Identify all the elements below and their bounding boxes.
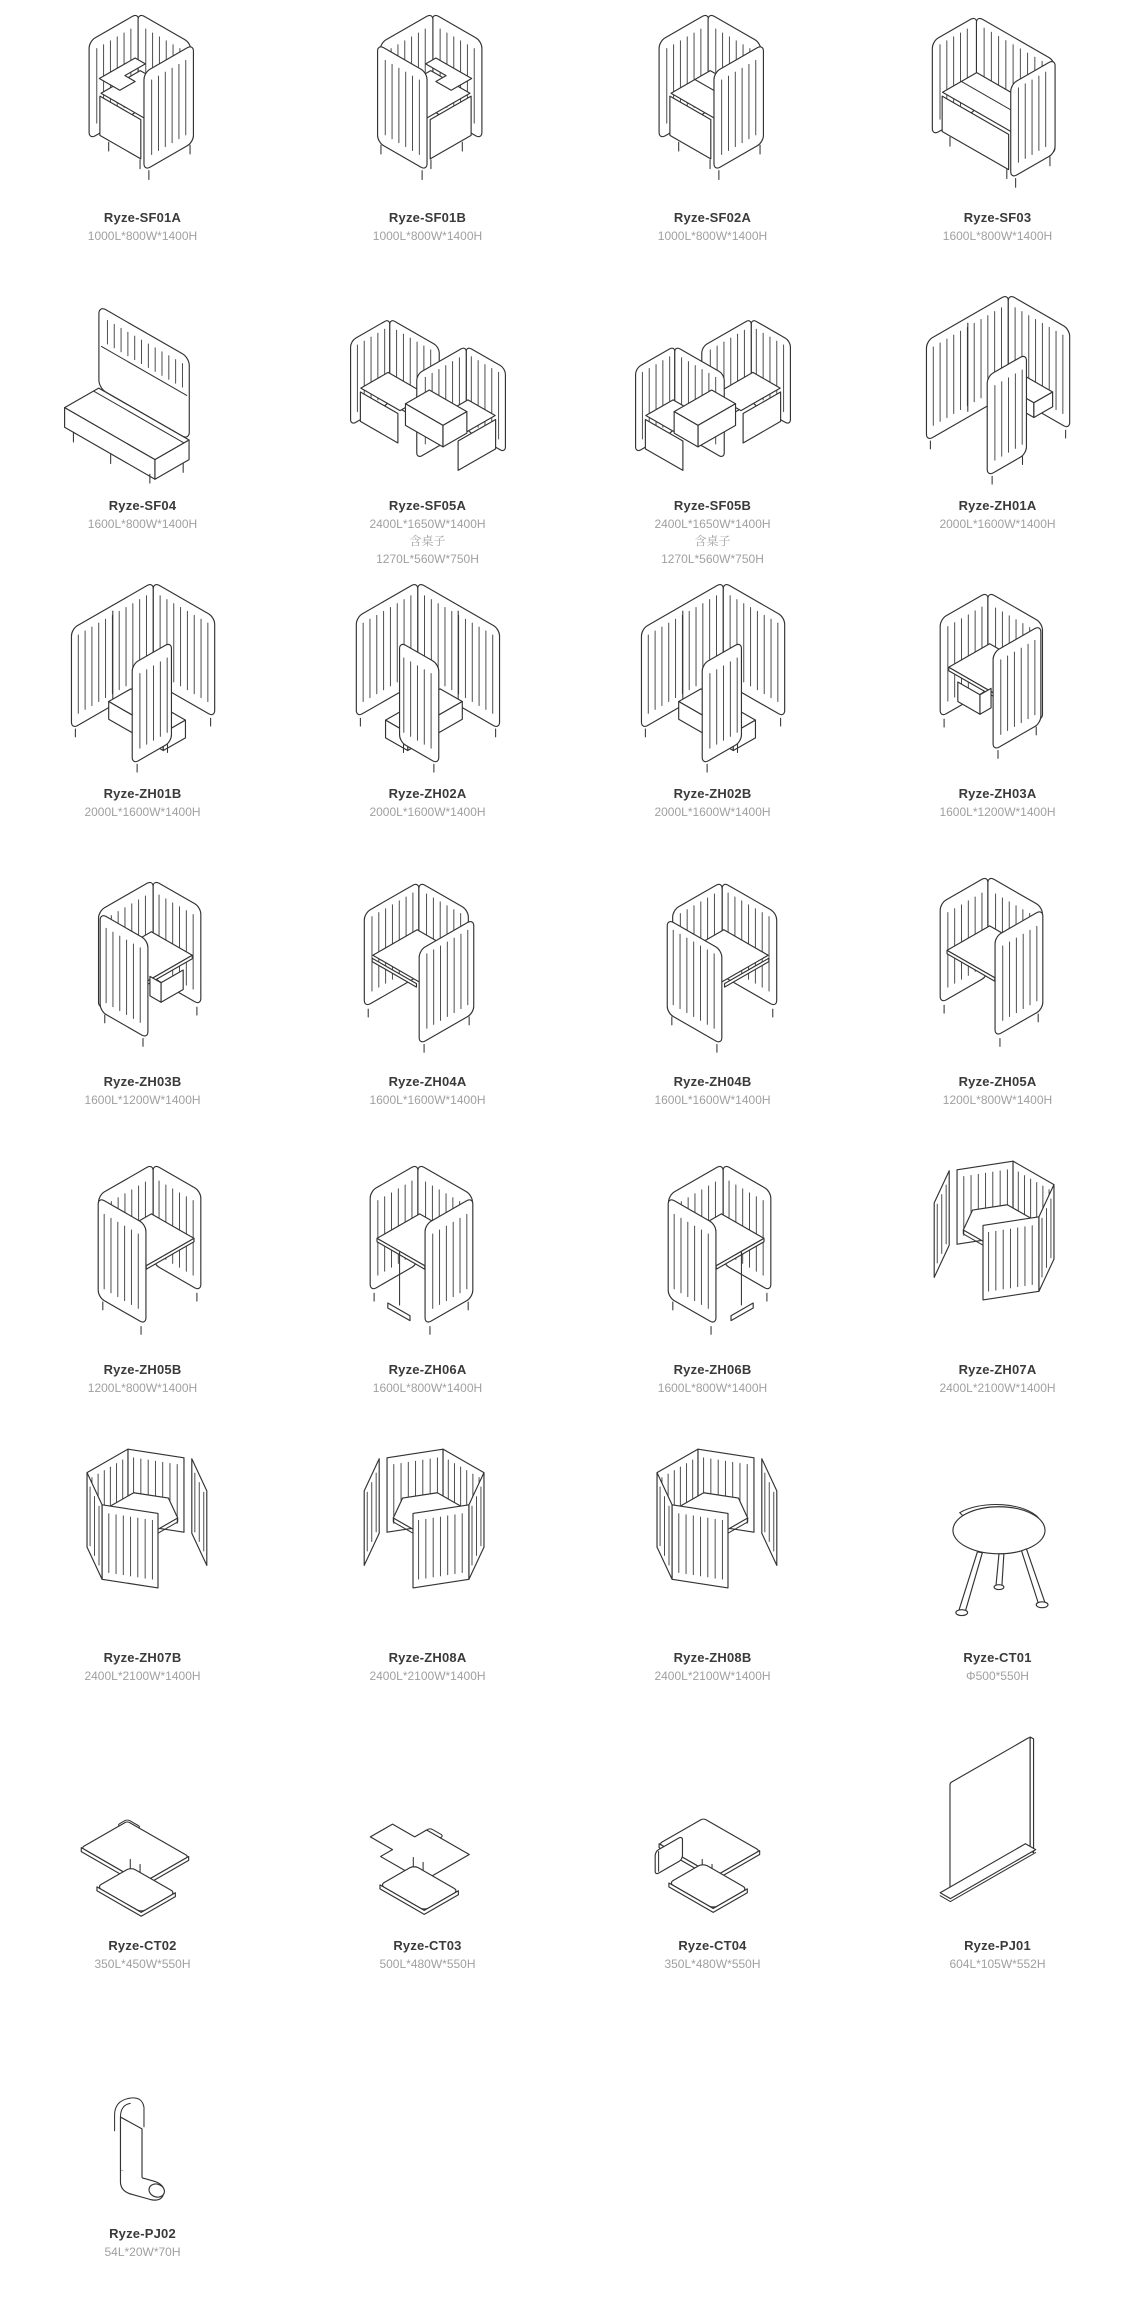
product-drawing bbox=[613, 1152, 813, 1354]
product-card bbox=[855, 864, 1140, 1152]
product-drawing bbox=[898, 0, 1098, 202]
product-dims: 350L*450W*550H bbox=[94, 1957, 191, 1972]
product-label bbox=[84, 1074, 200, 1112]
product-drawing bbox=[43, 1728, 243, 1930]
product-dims: 1600L*800W*1400H bbox=[657, 1381, 768, 1396]
product-card bbox=[570, 1728, 855, 2016]
product-drawing bbox=[613, 864, 813, 1066]
product-name: Ryze-ZH01A bbox=[958, 498, 1037, 513]
product-card bbox=[570, 864, 855, 1152]
product-card bbox=[855, 576, 1140, 864]
product-name: Ryze-ZH03B bbox=[103, 1074, 182, 1089]
product-label bbox=[664, 1938, 760, 1976]
product-dims: Φ500*550H bbox=[966, 1669, 1029, 1684]
product-card bbox=[285, 0, 570, 288]
product-card bbox=[855, 1440, 1140, 1728]
product-name: Ryze-ZH05B bbox=[103, 1362, 182, 1377]
product-name: Ryze-ZH02B bbox=[673, 786, 752, 801]
product-dims: 1600L*1600W*1400H bbox=[654, 1093, 771, 1108]
product-dims: 1600L*1600W*1400H bbox=[369, 1093, 486, 1108]
product-drawing bbox=[43, 864, 243, 1066]
product-label bbox=[963, 1650, 1031, 1688]
product-dims: 604L*105W*552H bbox=[949, 1957, 1046, 1972]
product-name: Ryze-CT04 bbox=[678, 1938, 747, 1953]
product-card bbox=[570, 1440, 855, 1728]
product-card bbox=[0, 864, 285, 1152]
product-label bbox=[369, 498, 485, 568]
product-dims: 1200L*800W*1400H bbox=[87, 1381, 198, 1396]
product-name: Ryze-ZH04B bbox=[673, 1074, 752, 1089]
product-name: Ryze-ZH06B bbox=[673, 1362, 752, 1377]
product-label bbox=[373, 1362, 482, 1400]
product-label bbox=[373, 210, 482, 248]
product-name: Ryze-ZH02A bbox=[388, 786, 467, 801]
product-drawing bbox=[613, 1728, 813, 1930]
product-drawing bbox=[898, 1728, 1098, 1930]
product-note: 含桌子 bbox=[409, 533, 446, 548]
product-label bbox=[943, 210, 1052, 248]
product-card bbox=[0, 576, 285, 864]
product-name: Ryze-CT02 bbox=[108, 1938, 177, 1953]
product-label bbox=[84, 786, 200, 824]
product-name: Ryze-ZH03A bbox=[958, 786, 1037, 801]
product-name: Ryze-SF03 bbox=[963, 210, 1032, 225]
product-name: Ryze-ZH05A bbox=[958, 1074, 1037, 1089]
product-name: Ryze-SF01B bbox=[388, 210, 467, 225]
product-drawing bbox=[43, 1152, 243, 1354]
product-label bbox=[939, 786, 1055, 824]
product-card bbox=[285, 1728, 570, 2016]
product-card bbox=[0, 1728, 285, 2016]
product-dims: 1600L*800W*1400H bbox=[372, 1381, 483, 1396]
product-card bbox=[285, 1440, 570, 1728]
product-card bbox=[0, 1152, 285, 1440]
product-card bbox=[855, 1728, 1140, 2016]
product-name: Ryze-ZH06A bbox=[388, 1362, 467, 1377]
product-dims2: 1270L*560W*750H bbox=[661, 552, 764, 567]
product-label bbox=[94, 1938, 190, 1976]
product-label bbox=[654, 1650, 770, 1688]
product-drawing bbox=[43, 0, 243, 202]
product-label bbox=[943, 1074, 1052, 1112]
product-card bbox=[0, 2016, 285, 2304]
product-label bbox=[654, 498, 770, 568]
product-name: Ryze-ZH08B bbox=[673, 1650, 752, 1665]
product-name: Ryze-ZH04A bbox=[388, 1074, 467, 1089]
product-card bbox=[285, 864, 570, 1152]
product-card bbox=[855, 0, 1140, 288]
product-dims: 2400L*1650W*1400H bbox=[654, 517, 771, 532]
product-card bbox=[570, 288, 855, 576]
product-label bbox=[369, 1650, 485, 1688]
product-dims: 2000L*1600W*1400H bbox=[939, 517, 1056, 532]
product-drawing bbox=[43, 288, 243, 490]
product-name: Ryze-CT03 bbox=[393, 1938, 462, 1953]
product-label bbox=[654, 786, 770, 824]
product-dims: 350L*480W*550H bbox=[664, 1957, 761, 1972]
product-dims: 1000L*800W*1400H bbox=[87, 229, 198, 244]
product-dims: 2400L*2100W*1400H bbox=[939, 1381, 1056, 1396]
product-card bbox=[570, 1152, 855, 1440]
product-name: Ryze-ZH07B bbox=[103, 1650, 182, 1665]
product-card bbox=[285, 288, 570, 576]
product-label bbox=[88, 210, 197, 248]
product-dims: 1200L*800W*1400H bbox=[942, 1093, 1053, 1108]
product-name: Ryze-SF05B bbox=[673, 498, 752, 513]
product-card bbox=[855, 288, 1140, 576]
product-drawing bbox=[898, 1152, 1098, 1354]
product-dims: 1000L*800W*1400H bbox=[657, 229, 768, 244]
product-label bbox=[84, 1650, 200, 1688]
product-drawing bbox=[898, 1440, 1098, 1642]
product-drawing bbox=[613, 288, 813, 490]
product-dims: 1600L*1200W*1400H bbox=[84, 1093, 201, 1108]
product-name: Ryze-PJ02 bbox=[109, 2226, 176, 2241]
product-drawing bbox=[613, 1440, 813, 1642]
product-dims: 2400L*2100W*1400H bbox=[654, 1669, 771, 1684]
product-drawing bbox=[898, 288, 1098, 490]
product-drawing bbox=[328, 288, 528, 490]
product-drawing bbox=[43, 2016, 243, 2218]
product-drawing bbox=[328, 864, 528, 1066]
product-dims: 2000L*1600W*1400H bbox=[84, 805, 201, 820]
product-dims: 2400L*2100W*1400H bbox=[84, 1669, 201, 1684]
product-dims: 500L*480W*550H bbox=[379, 1957, 476, 1972]
product-label bbox=[939, 498, 1055, 536]
product-card bbox=[0, 288, 285, 576]
product-drawing bbox=[328, 1728, 528, 1930]
product-dims: 1600L*800W*1400H bbox=[87, 517, 198, 532]
product-dims: 1600L*800W*1400H bbox=[942, 229, 1053, 244]
product-label bbox=[369, 1074, 485, 1112]
product-drawing bbox=[898, 864, 1098, 1066]
product-drawing bbox=[898, 576, 1098, 778]
product-label bbox=[104, 2226, 180, 2264]
product-drawing bbox=[613, 576, 813, 778]
product-label bbox=[939, 1362, 1055, 1400]
product-label bbox=[654, 1074, 770, 1112]
product-label bbox=[369, 786, 485, 824]
product-dims: 1600L*1200W*1400H bbox=[939, 805, 1056, 820]
product-card bbox=[285, 576, 570, 864]
product-name: Ryze-SF04 bbox=[108, 498, 177, 513]
product-dims: 2400L*2100W*1400H bbox=[369, 1669, 486, 1684]
product-drawing bbox=[328, 0, 528, 202]
product-card bbox=[285, 1152, 570, 1440]
product-label bbox=[949, 1938, 1045, 1976]
product-label bbox=[379, 1938, 475, 1976]
product-drawing bbox=[43, 576, 243, 778]
product-name: Ryze-ZH07A bbox=[958, 1362, 1037, 1377]
product-card bbox=[855, 1152, 1140, 1440]
product-name: Ryze-ZH08A bbox=[388, 1650, 467, 1665]
product-dims2: 1270L*560W*750H bbox=[376, 552, 479, 567]
product-drawing bbox=[43, 1440, 243, 1642]
product-drawing bbox=[328, 1440, 528, 1642]
product-label bbox=[88, 1362, 197, 1400]
product-name: Ryze-SF01A bbox=[103, 210, 182, 225]
product-label bbox=[88, 498, 197, 536]
product-dims: 2000L*1600W*1400H bbox=[654, 805, 771, 820]
product-drawing bbox=[328, 1152, 528, 1354]
product-name: Ryze-SF05A bbox=[388, 498, 467, 513]
product-name: Ryze-SF02A bbox=[673, 210, 752, 225]
product-dims: 2400L*1650W*1400H bbox=[369, 517, 486, 532]
product-card bbox=[570, 576, 855, 864]
product-card bbox=[0, 1440, 285, 1728]
product-label bbox=[658, 1362, 767, 1400]
product-label bbox=[658, 210, 767, 248]
product-name: Ryze-ZH01B bbox=[103, 786, 182, 801]
product-drawing bbox=[613, 0, 813, 202]
product-dims: 54L*20W*70H bbox=[104, 2245, 181, 2260]
product-name: Ryze-CT01 bbox=[963, 1650, 1032, 1665]
product-drawing bbox=[328, 576, 528, 778]
product-dims: 2000L*1600W*1400H bbox=[369, 805, 486, 820]
product-note: 含桌子 bbox=[694, 533, 731, 548]
product-name: Ryze-PJ01 bbox=[964, 1938, 1031, 1953]
product-card bbox=[0, 0, 285, 288]
product-dims: 1000L*800W*1400H bbox=[372, 229, 483, 244]
product-card bbox=[570, 0, 855, 288]
